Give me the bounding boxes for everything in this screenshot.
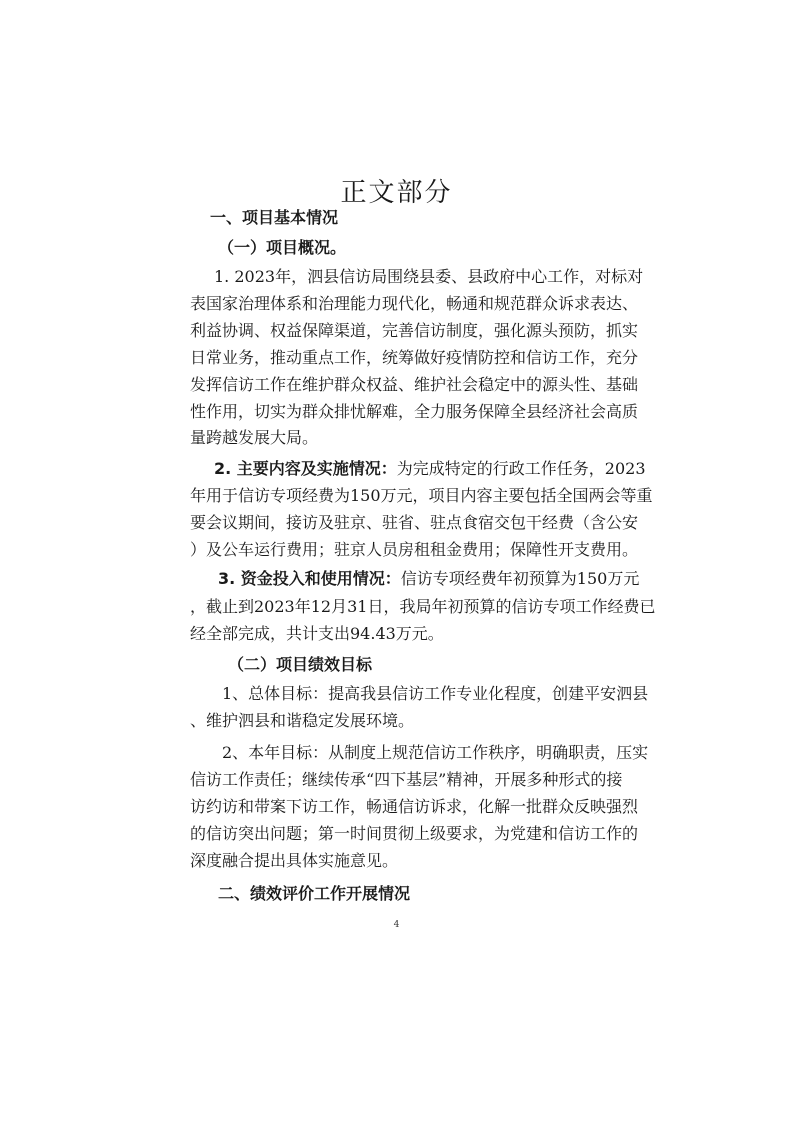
paragraph-label: 2. 主要内容及实施情况： [214,459,397,478]
paragraph-line: 的信访突出问题；第一时间贯彻上级要求，为党建和信访工作的 [190,824,639,843]
paragraph-line: 要会议期间，接访及驻京、驻省、驻点食宿交包干经费（含公安 [190,513,639,532]
paragraph-line: 日常业务，推动重点工作，统筹做好疫情防控和信访工作，充分 [190,348,639,367]
paragraph-line: 发挥信访工作在维护群众权益、维护社会稳定中的源头性、基础 [190,375,639,394]
paragraph-text: 信访专项经费年初预算为150万元 [400,569,640,588]
paragraph-line: 访约访和带案下访工作，畅通信访诉求，化解一批群众反映强烈 [190,797,639,816]
paragraph-line: 信访工作责任；继续传承“四下基层”精神，开展多种形式的接 [190,770,623,789]
paragraph-line: 1. 2023年，泗县信访局围绕县委、县政府中心工作，对标对 [214,267,644,286]
paragraph-text: 为完成特定的行政工作任务，2023 [396,459,646,478]
subsection-heading-overview: （一）项目概况。 [218,238,347,257]
paragraph-line: 年用于信访专项经费为150万元，项目内容主要包括全国两会等重 [190,486,653,505]
subsection-heading-goals: （二）项目绩效目标 [228,655,373,674]
paragraph-line: ）及公车运行费用；驻京人员房租租金费用；保障性开支费用。 [190,540,639,559]
section-heading-2: 二、绩效评价工作开展情况 [218,884,411,903]
paragraph-line: ，截止到2023年12月31日，我局年初预算的信访专项工作经费已 [190,597,656,616]
paragraph-line [218,569,640,589]
section-heading-1: 一、项目基本情况 [210,208,339,227]
paragraph-line [214,459,646,479]
paragraph-line: 、维护泗县和谐稳定发展环境。 [190,711,415,730]
paragraph-line: 1、总体目标：提高我县信访工作专业化程度，创建平安泗县 [222,684,649,703]
page-title: 正文部分 [340,178,453,208]
paragraph-line: 2、本年目标：从制度上规范信访工作秩序，明确职责，压实 [222,743,649,762]
paragraph-line: 量跨越发展大局。 [190,428,319,447]
paragraph-line: 经全部完成，共计支出94.43万元。 [190,624,444,643]
paragraph-line: 表国家治理体系和治理能力现代化，畅通和规范群众诉求表达、 [190,294,639,313]
paragraph-label: 3. 资金投入和使用情况： [218,569,401,588]
paragraph-line: 性作用，切实为群众排忧解难，全力服务保障全县经济社会高质 [190,402,639,421]
paragraph-line: 利益协调、权益保障渠道，完善信访制度，强化源头预防，抓实 [190,321,639,340]
page-number: 4 [393,920,400,930]
paragraph-line: 深度融合提出具体实施意见。 [190,851,399,870]
